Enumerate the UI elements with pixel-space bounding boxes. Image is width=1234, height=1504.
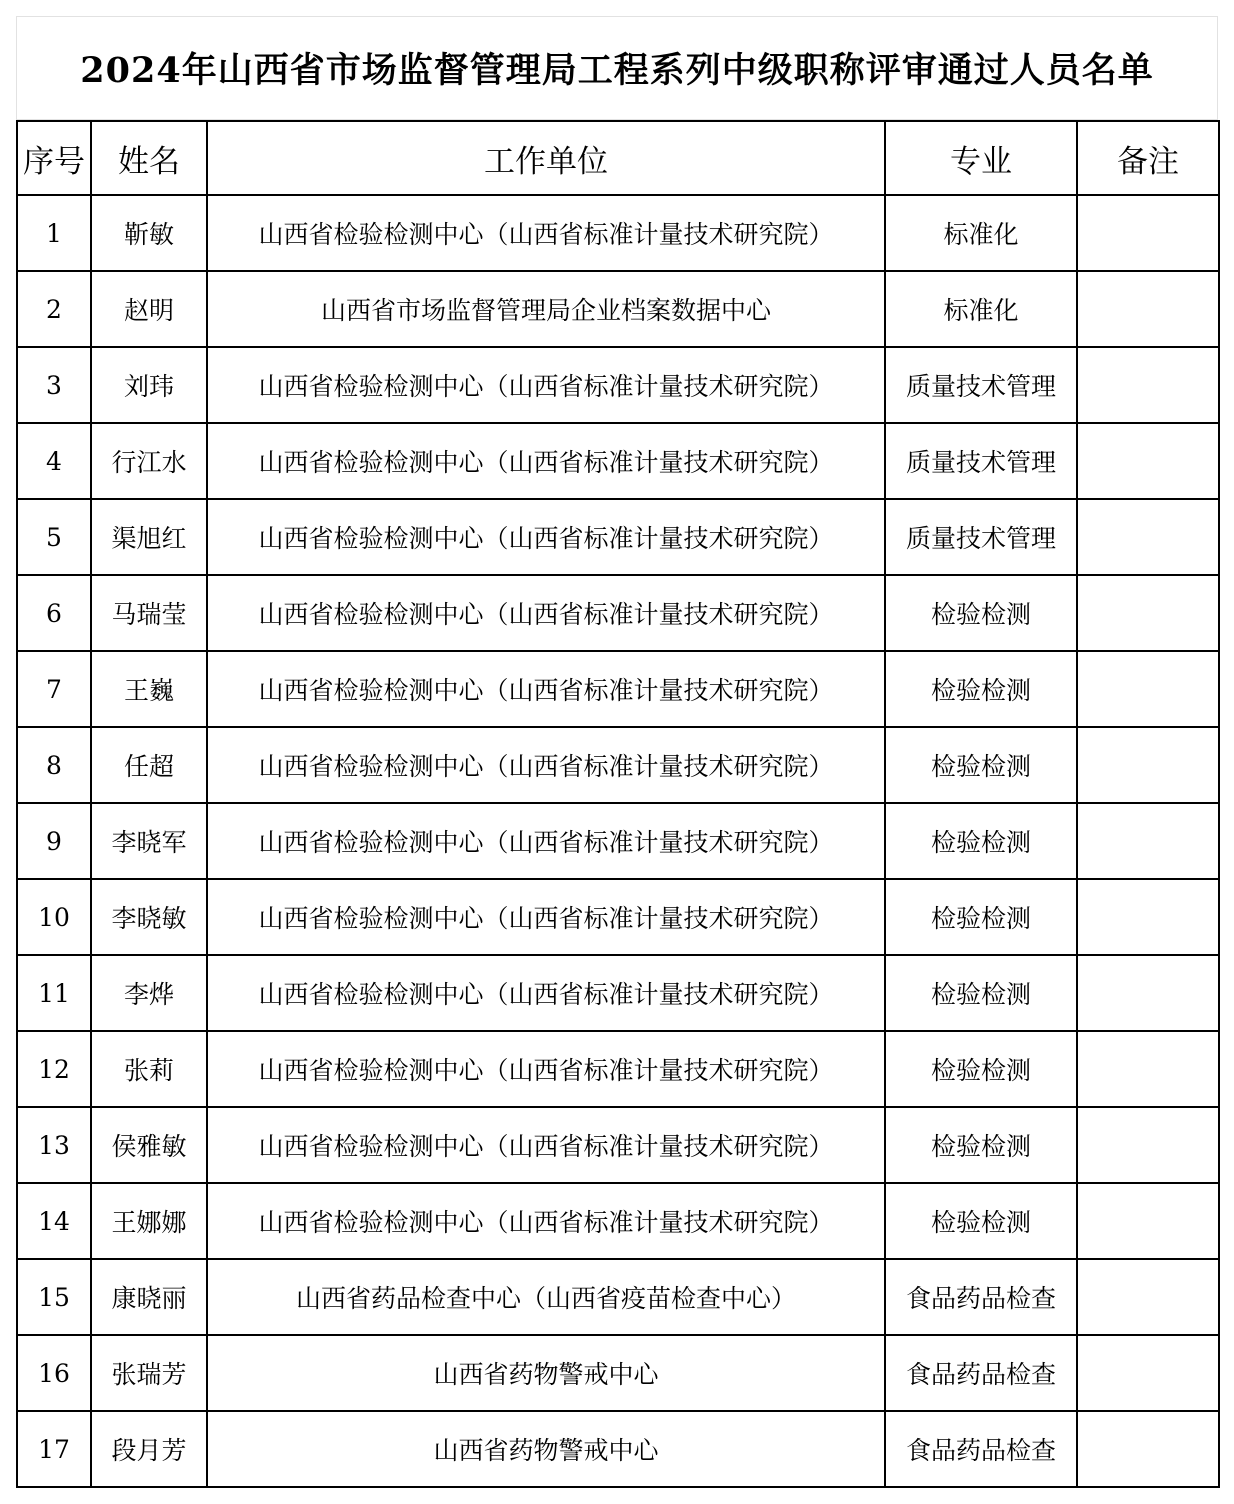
roster-table bbox=[16, 120, 1220, 1488]
cell-unit: 山西省药物警戒中心 bbox=[207, 1335, 885, 1411]
cell-remark bbox=[1077, 195, 1219, 271]
cell-unit: 山西省检验检测中心（山西省标准计量技术研究院） bbox=[207, 727, 885, 803]
cell-remark bbox=[1077, 1259, 1219, 1335]
cell-remark bbox=[1077, 955, 1219, 1031]
table-row bbox=[17, 347, 1219, 423]
cell-no: 3 bbox=[17, 347, 91, 423]
cell-unit: 山西省检验检测中心（山西省标准计量技术研究院） bbox=[207, 575, 885, 651]
cell-unit: 山西省药品检查中心（山西省疫苗检查中心） bbox=[207, 1259, 885, 1335]
cell-remark bbox=[1077, 651, 1219, 727]
cell-name: 张瑞芳 bbox=[91, 1335, 207, 1411]
cell-remark bbox=[1077, 879, 1219, 955]
cell-unit: 山西省检验检测中心（山西省标准计量技术研究院） bbox=[207, 803, 885, 879]
cell-unit: 山西省检验检测中心（山西省标准计量技术研究院） bbox=[207, 955, 885, 1031]
cell-name: 李烨 bbox=[91, 955, 207, 1031]
cell-name: 侯雅敏 bbox=[91, 1107, 207, 1183]
cell-specialty: 检验检测 bbox=[885, 1183, 1077, 1259]
cell-no: 1 bbox=[17, 195, 91, 271]
cell-name: 王娜娜 bbox=[91, 1183, 207, 1259]
header-name: 姓名 bbox=[91, 121, 207, 195]
cell-specialty: 质量技术管理 bbox=[885, 347, 1077, 423]
cell-name: 李晓敏 bbox=[91, 879, 207, 955]
cell-unit: 山西省检验检测中心（山西省标准计量技术研究院） bbox=[207, 347, 885, 423]
cell-no: 17 bbox=[17, 1411, 91, 1487]
cell-specialty: 标准化 bbox=[885, 195, 1077, 271]
cell-unit: 山西省检验检测中心（山西省标准计量技术研究院） bbox=[207, 1031, 885, 1107]
cell-no: 7 bbox=[17, 651, 91, 727]
table-row bbox=[17, 271, 1219, 347]
table-row bbox=[17, 499, 1219, 575]
cell-name: 赵明 bbox=[91, 271, 207, 347]
cell-remark bbox=[1077, 1335, 1219, 1411]
roster-body bbox=[17, 195, 1219, 1487]
cell-unit: 山西省检验检测中心（山西省标准计量技术研究院） bbox=[207, 879, 885, 955]
table-row bbox=[17, 1107, 1219, 1183]
table-row bbox=[17, 423, 1219, 499]
cell-name: 渠旭红 bbox=[91, 499, 207, 575]
cell-no: 12 bbox=[17, 1031, 91, 1107]
cell-unit: 山西省检验检测中心（山西省标准计量技术研究院） bbox=[207, 1183, 885, 1259]
header-remark: 备注 bbox=[1077, 121, 1219, 195]
cell-remark bbox=[1077, 271, 1219, 347]
title-box bbox=[16, 16, 1218, 120]
cell-no: 14 bbox=[17, 1183, 91, 1259]
cell-remark bbox=[1077, 575, 1219, 651]
header-row bbox=[17, 121, 1219, 195]
cell-unit: 山西省检验检测中心（山西省标准计量技术研究院） bbox=[207, 651, 885, 727]
table-row bbox=[17, 651, 1219, 727]
cell-remark bbox=[1077, 1183, 1219, 1259]
cell-no: 5 bbox=[17, 499, 91, 575]
cell-specialty: 质量技术管理 bbox=[885, 423, 1077, 499]
table-row bbox=[17, 1259, 1219, 1335]
cell-unit: 山西省市场监督管理局企业档案数据中心 bbox=[207, 271, 885, 347]
cell-specialty: 检验检测 bbox=[885, 1107, 1077, 1183]
table-row bbox=[17, 1183, 1219, 1259]
cell-specialty: 食品药品检查 bbox=[885, 1335, 1077, 1411]
cell-unit: 山西省检验检测中心（山西省标准计量技术研究院） bbox=[207, 195, 885, 271]
cell-name: 任超 bbox=[91, 727, 207, 803]
cell-unit: 山西省检验检测中心（山西省标准计量技术研究院） bbox=[207, 423, 885, 499]
cell-specialty: 检验检测 bbox=[885, 727, 1077, 803]
header-unit: 工作单位 bbox=[207, 121, 885, 195]
cell-remark bbox=[1077, 423, 1219, 499]
table-row bbox=[17, 955, 1219, 1031]
cell-specialty: 检验检测 bbox=[885, 803, 1077, 879]
cell-specialty: 食品药品检查 bbox=[885, 1411, 1077, 1487]
header-specialty: 专业 bbox=[885, 121, 1077, 195]
cell-remark bbox=[1077, 1411, 1219, 1487]
cell-name: 康晓丽 bbox=[91, 1259, 207, 1335]
cell-no: 2 bbox=[17, 271, 91, 347]
table-row bbox=[17, 727, 1219, 803]
document-title: 2024年山西省市场监督管理局工程系列中级职称评审通过人员名单 bbox=[80, 50, 1154, 91]
cell-remark bbox=[1077, 1107, 1219, 1183]
cell-name: 行江水 bbox=[91, 423, 207, 499]
cell-remark bbox=[1077, 499, 1219, 575]
cell-remark bbox=[1077, 1031, 1219, 1107]
cell-name: 李晓军 bbox=[91, 803, 207, 879]
cell-name: 张莉 bbox=[91, 1031, 207, 1107]
table-row bbox=[17, 1335, 1219, 1411]
header-no: 序号 bbox=[17, 121, 91, 195]
cell-no: 6 bbox=[17, 575, 91, 651]
table-row bbox=[17, 1031, 1219, 1107]
cell-specialty: 检验检测 bbox=[885, 575, 1077, 651]
cell-name: 王巍 bbox=[91, 651, 207, 727]
cell-specialty: 检验检测 bbox=[885, 1031, 1077, 1107]
cell-specialty: 检验检测 bbox=[885, 955, 1077, 1031]
table-row bbox=[17, 879, 1219, 955]
cell-remark bbox=[1077, 803, 1219, 879]
table-row bbox=[17, 195, 1219, 271]
cell-specialty: 标准化 bbox=[885, 271, 1077, 347]
cell-no: 9 bbox=[17, 803, 91, 879]
cell-specialty: 质量技术管理 bbox=[885, 499, 1077, 575]
cell-no: 13 bbox=[17, 1107, 91, 1183]
table-row bbox=[17, 1411, 1219, 1487]
cell-name: 靳敏 bbox=[91, 195, 207, 271]
cell-remark bbox=[1077, 347, 1219, 423]
cell-no: 16 bbox=[17, 1335, 91, 1411]
cell-name: 段月芳 bbox=[91, 1411, 207, 1487]
table-row bbox=[17, 803, 1219, 879]
cell-no: 4 bbox=[17, 423, 91, 499]
cell-specialty: 食品药品检查 bbox=[885, 1259, 1077, 1335]
table-row bbox=[17, 575, 1219, 651]
cell-no: 10 bbox=[17, 879, 91, 955]
cell-name: 刘玮 bbox=[91, 347, 207, 423]
cell-no: 15 bbox=[17, 1259, 91, 1335]
cell-unit: 山西省检验检测中心（山西省标准计量技术研究院） bbox=[207, 499, 885, 575]
cell-specialty: 检验检测 bbox=[885, 651, 1077, 727]
cell-unit: 山西省药物警戒中心 bbox=[207, 1411, 885, 1487]
cell-no: 11 bbox=[17, 955, 91, 1031]
cell-remark bbox=[1077, 727, 1219, 803]
cell-name: 马瑞莹 bbox=[91, 575, 207, 651]
cell-no: 8 bbox=[17, 727, 91, 803]
cell-specialty: 检验检测 bbox=[885, 879, 1077, 955]
cell-unit: 山西省检验检测中心（山西省标准计量技术研究院） bbox=[207, 1107, 885, 1183]
